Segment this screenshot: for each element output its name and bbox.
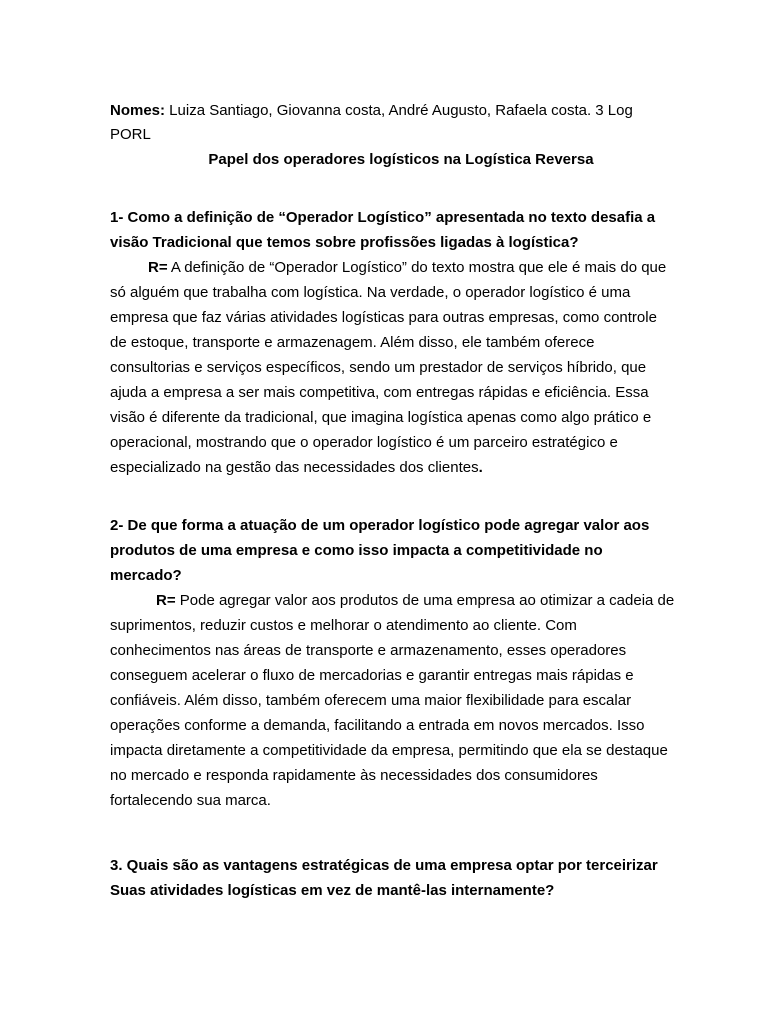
question-2-line-2: produtos de uma empresa e como isso impacta a competitividade no [110, 542, 603, 559]
answer-2-line-2: suprimentos, reduzir custos e melhorar o atendimento ao cliente. Com [110, 617, 577, 634]
document-body [110, 99, 692, 903]
answer-1-line-6: ajuda a empresa a ser mais competitiva, com entregas rápidas e eficiência. Essa [110, 384, 649, 401]
answer-1-line-1: R= A definição de “Operador Logístico” do texto mostra que ele é mais do que [148, 259, 667, 276]
answer-1-line-5: consultorias e serviços específicos, sendo um prestador de serviços híbrido, que [110, 359, 647, 376]
question-1-line-1: 1- Como a definição de “Operador Logístico” apresentada no texto desafia a [110, 209, 656, 226]
question-2-line-3: mercado? [110, 567, 182, 584]
names-text: Luiza Santiago, Giovanna costa, André Augusto, Rafaela costa. 3 Log [165, 102, 633, 119]
answer-2-line-4: conseguem acelerar o fluxo de mercadorias e garantir entregas mais rápidas e [110, 667, 634, 684]
answer-1-label: R= [148, 259, 168, 276]
question-1-line-2: visão Tradicional que temos sobre profissões ligadas à logística? [110, 234, 579, 251]
question-3-line-1: 3. Quais são as vantagens estratégicas de uma empresa optar por terceirizar [110, 857, 658, 874]
answer-2-label: R= [156, 592, 176, 609]
names-line [110, 99, 692, 123]
answer-2-line-5: confiáveis. Além disso, também oferecem uma maior flexibilidade para escalar [110, 692, 632, 709]
answer-1-line-9: especializado na gestão das necessidades dos clientes. [110, 459, 483, 476]
document-title: Papel dos operadores logísticos na Logística Reversa [208, 151, 594, 168]
answer-2-line-6: operações conforme a demanda, facilitando a entrada em novos mercados. Isso [110, 717, 645, 734]
answer-2-line-8: no mercado e responda rapidamente às necessidades dos consumidores [110, 767, 598, 784]
answer-2-line-1: R= Pode agregar valor aos produtos de uma empresa ao otimizar a cadeia de [156, 592, 675, 609]
answer-1-line-8: operacional, mostrando que o operador logístico é um parceiro estratégico e [110, 434, 618, 451]
question-2-line-1: 2- De que forma a atuação de um operador logístico pode agregar valor aos [110, 517, 650, 534]
answer-1-line-2: só alguém que trabalha com logística. Na verdade, o operador logístico é uma [110, 284, 631, 301]
answer-2-line-9: fortalecendo sua marca. [110, 792, 271, 809]
names-label: Nomes: [110, 102, 166, 119]
answer-1-line-4: de estoque, transporte e armazenagem. Além disso, ele também oferece [110, 334, 595, 351]
answer-2-line-3: conhecimentos nas áreas de transporte e armazenamento, esses operadores [110, 642, 627, 659]
answer-1-line-7: visão é diferente da tradicional, que imagina logística apenas como algo prático e [110, 409, 652, 426]
names-line-2: PORL [110, 126, 151, 143]
answer-1-line-3: empresa que faz várias atividades logísticas para outras empresas, como controle [110, 309, 657, 326]
answer-2-line-7: impacta diretamente a competitividade da empresa, permitindo que ela se destaque [110, 742, 668, 759]
question-3-line-2: Suas atividades logísticas em vez de mantê-las internamente? [110, 882, 555, 899]
